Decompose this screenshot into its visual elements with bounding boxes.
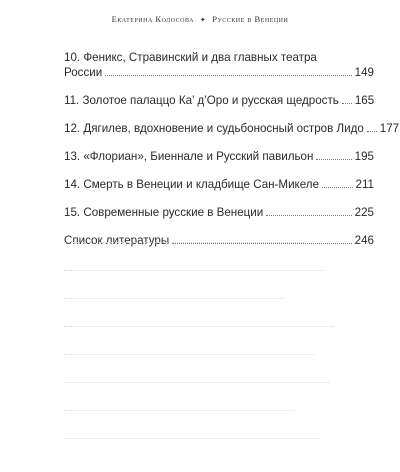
toc-leader-dots [367, 131, 377, 132]
toc-page-number: 195 [354, 150, 374, 163]
toc-page-number: 177 [379, 122, 400, 135]
toc-entry-11 [64, 93, 374, 108]
toc-leader-dots [105, 75, 351, 76]
running-head-book-title: Русские в Венеции [212, 14, 289, 24]
toc-page-number: 246 [354, 234, 374, 247]
toc-entry-15 [64, 205, 374, 220]
toc-entry-10 [64, 50, 374, 80]
running-head-author: Екатерина Колосова [111, 14, 194, 24]
toc-entry-title: 13. «Флориан», Биеннале и Русский павильон [64, 150, 314, 163]
toc-page-number: 211 [355, 178, 374, 191]
show-through-line [64, 382, 329, 384]
toc-entry-bibliography [64, 233, 374, 248]
toc-entry-title: 14. Смерть в Венеции и кладбище Сан-Микеле [64, 178, 320, 191]
toc-entry-title: 15. Современные русские в Венеции [64, 206, 264, 219]
toc-entry-14 [64, 177, 374, 192]
toc-leader-dots [172, 243, 351, 244]
toc-page-number: 165 [354, 94, 375, 107]
toc-entry-title: 11. Золотое палаццо Ка’ д’Оро и русская щедрость [64, 94, 339, 107]
show-through-line [64, 438, 319, 440]
toc-leader-dots [316, 159, 351, 160]
show-through-line [64, 354, 314, 356]
toc-entry-12 [64, 121, 400, 136]
toc-page-number: 225 [354, 206, 374, 219]
running-head [0, 14, 400, 24]
toc-entry-title: 12. Дягилев, вдохновение и судьбоносный остров Лидо [64, 122, 364, 135]
show-through-line [64, 270, 324, 272]
table-of-contents [64, 50, 400, 261]
show-through-line [64, 326, 334, 328]
show-through-line [64, 298, 284, 300]
show-through-line [64, 410, 294, 412]
toc-leader-dots [342, 103, 352, 104]
toc-entry-13 [64, 149, 374, 164]
toc-leader-dots [266, 215, 351, 216]
toc-leader-dots [322, 187, 352, 188]
toc-page-number: 149 [354, 66, 374, 79]
toc-entry-title-continued: России [64, 66, 103, 79]
toc-entry-title: 10. Феникс, Стравинский и два главных театра [64, 51, 317, 64]
running-head-separator: ✦ [199, 16, 207, 24]
toc-entry-title: Список литературы [64, 234, 170, 247]
